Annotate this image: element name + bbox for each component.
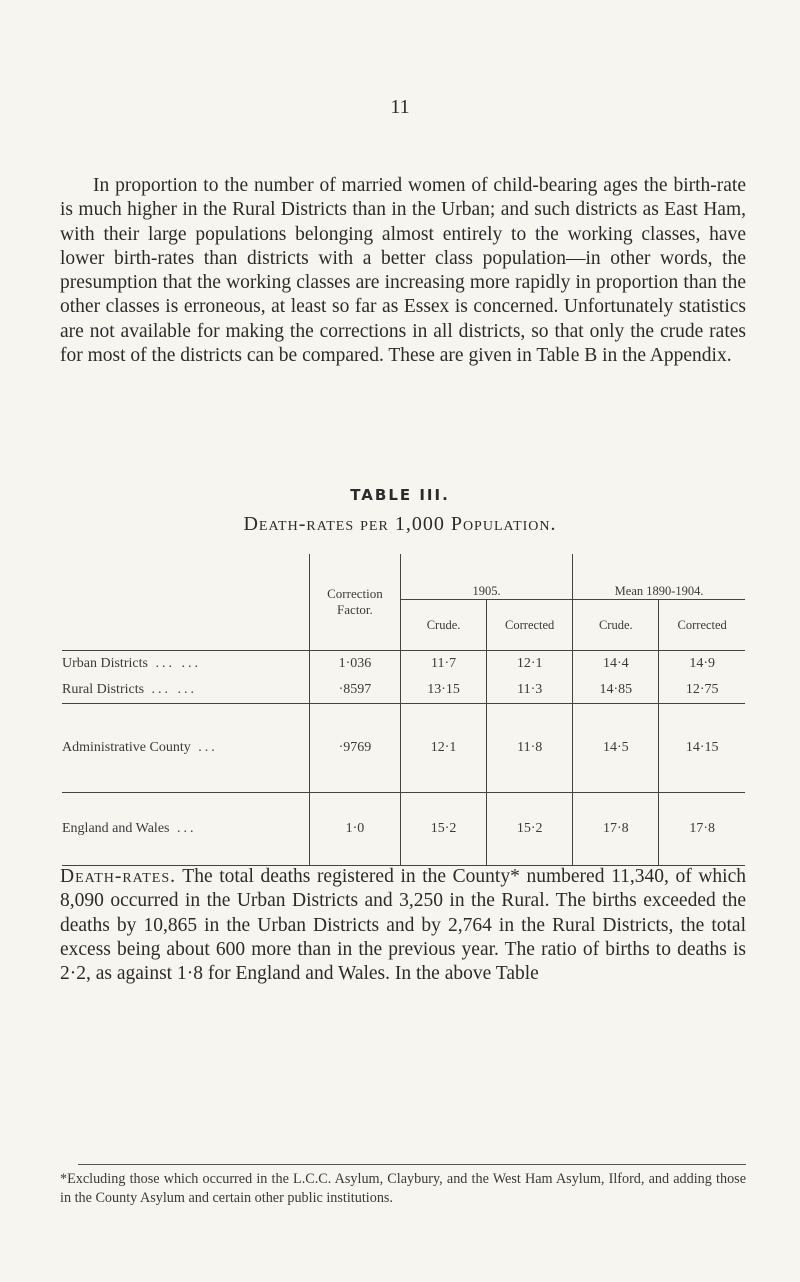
cell-crude-1905: 12·1 (400, 704, 486, 793)
death-rates-table (62, 554, 745, 866)
row-label (62, 677, 309, 704)
leader-dots: ... ... (151, 682, 198, 697)
footnote (60, 1170, 746, 1208)
header-mean: Mean 1890-1904. (573, 554, 745, 600)
header-blank-cell (62, 554, 309, 651)
footnote-divider (78, 1164, 746, 1165)
row-label-text: Rural Districts (62, 682, 145, 697)
cell-crude-mean: 14·4 (573, 651, 659, 678)
cell-factor: 1·0 (309, 793, 400, 866)
header-crude-mean: Crude. (573, 600, 659, 651)
page-number: 11 (390, 96, 410, 118)
header-1905: 1905. (400, 554, 572, 600)
cell-crude-1905: 11·7 (400, 651, 486, 678)
footnote-text: *Excluding those which occurred in the L.C.C. Asylum, Claybury, and the West Ham Asylum, Ilford, and adding those in the County Asylum and certain other public institutions. (60, 1171, 746, 1206)
cell-factor: 1·036 (309, 651, 400, 678)
table-subtitle: Death-rates per 1,000 Population. (243, 513, 557, 535)
cell-crude-mean: 14·5 (573, 704, 659, 793)
death-rates-text: The total deaths registered in the County* numbered 11,340, of which 8,090 occurred in the Urban Districts and 3,250 in the Rural. The births exceeded the deaths by 10,865 in the Urban Districts and by 2,764 in the Rural Districts, the total excess being about 600 more than in the previous year. The ratio of births to deaths is 2·2, as against 1·8 for England and Wales. In the above Table (60, 866, 746, 985)
table-header-row (62, 554, 745, 600)
cell-factor: ·9769 (309, 704, 400, 793)
row-label (62, 793, 309, 866)
table-title: TABLE III. (350, 486, 450, 504)
cell-factor: ·8597 (309, 677, 400, 704)
section-lead: Death-rates. (60, 866, 177, 887)
cell-corrected-1905: 15·2 (487, 793, 573, 866)
table-row (62, 651, 745, 678)
intro-paragraph: In proportion to the number of married women of child-bearing ages the birth-rate is much higher in the Rural Districts than in the Urban; and such districts as East Ham, with their large populations belonging almost entirely to the working classes, have lower birth-rates than districts with a better class population—in other words, the presumption that the working classes are increasing more rapidly in proportion than the other classes is erroneous, at least so far as Essex is concerned. Unfortunately statistics are not available for making the corrections in all districts, so that only the crude rates for most of the districts can be compared. These are given in Table B in the Appendix. (60, 175, 746, 367)
cell-corrected-mean: 12·75 (659, 677, 745, 704)
header-crude-1905: Crude. (400, 600, 486, 651)
header-corrected-mean: Corrected (659, 600, 745, 651)
cell-crude-mean: 17·8 (573, 793, 659, 866)
cell-corrected-mean: 17·8 (659, 793, 745, 866)
table-row (62, 677, 745, 704)
cell-corrected-1905: 11·8 (487, 704, 573, 793)
row-label (62, 704, 309, 793)
row-label-text: England and Wales (62, 821, 170, 836)
death-rates-paragraph (60, 865, 746, 986)
cell-corrected-mean: 14·15 (659, 704, 745, 793)
cell-corrected-1905: 12·1 (487, 651, 573, 678)
row-label (62, 651, 309, 678)
table-row (62, 793, 745, 866)
leader-dots: ... ... (155, 656, 201, 671)
cell-crude-1905: 13·15 (400, 677, 486, 704)
table-row (62, 704, 745, 793)
row-label-text: Administrative County (62, 740, 191, 755)
header-corrected-1905: Corrected (487, 600, 573, 651)
header-correction-factor: Correction Factor. (309, 554, 400, 651)
cell-corrected-mean: 14·9 (659, 651, 745, 678)
leader-dots: ... (176, 821, 197, 836)
cell-corrected-1905: 11·3 (487, 677, 573, 704)
leader-dots: ... (198, 740, 218, 755)
row-label-text: Urban Districts (62, 656, 148, 671)
cell-crude-1905: 15·2 (400, 793, 486, 866)
cell-crude-mean: 14·85 (573, 677, 659, 704)
